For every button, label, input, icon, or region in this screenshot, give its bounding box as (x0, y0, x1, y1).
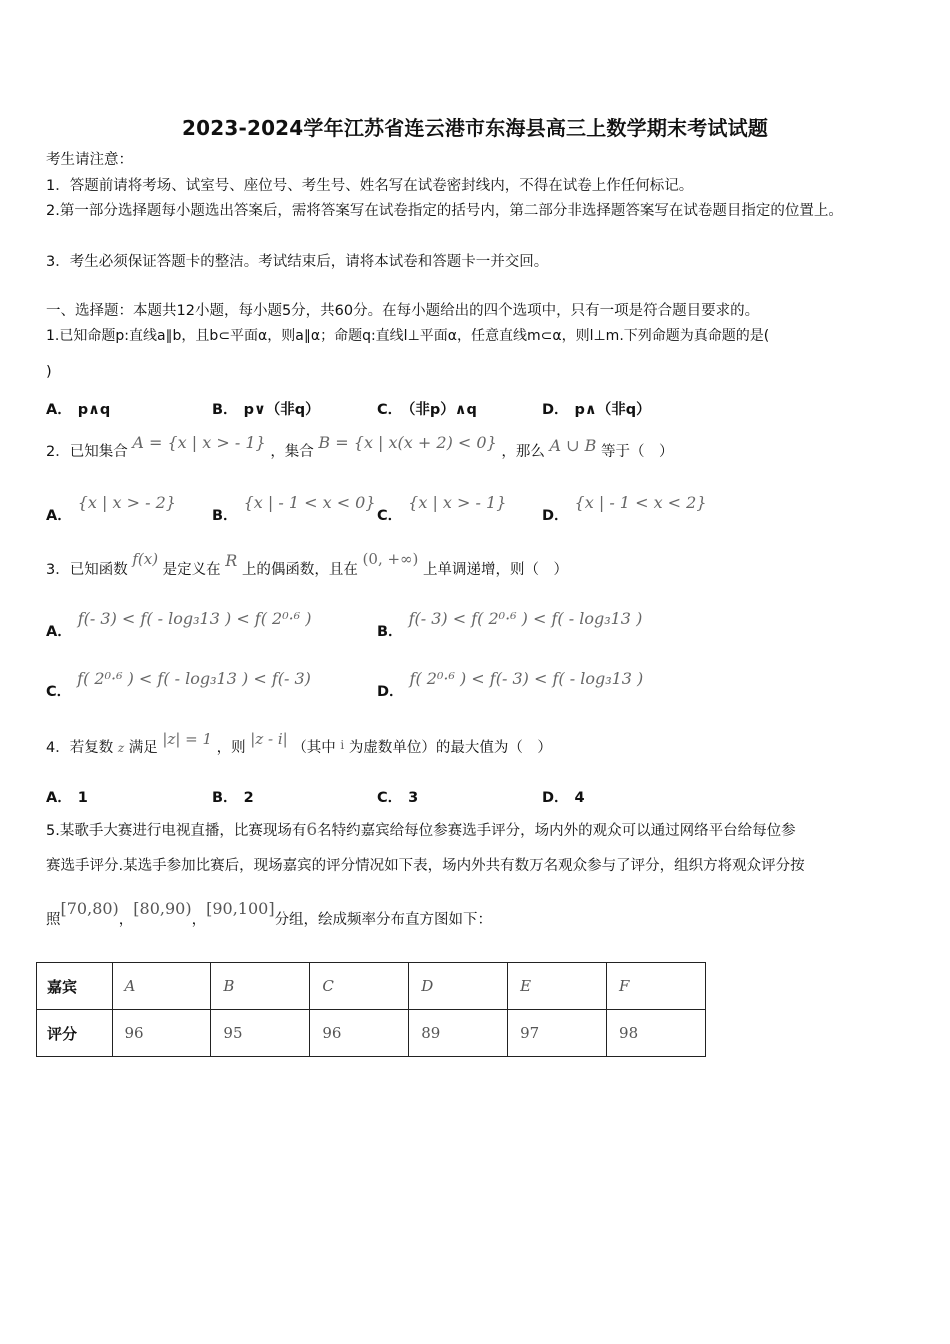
table-cell (310, 1010, 409, 1057)
q5-text-3: 照 (46, 912, 61, 928)
table-cell (211, 963, 310, 1010)
q4-text-3: ，则 (216, 740, 246, 756)
guest-name: F (619, 977, 630, 995)
option-text: 3 (408, 790, 419, 806)
q3-option-b (377, 608, 643, 640)
option-text: p∧（非q） (574, 402, 651, 418)
q4-text-4: （其中 (292, 740, 336, 756)
score-value: 97 (520, 1024, 540, 1042)
q1-option-d (542, 398, 651, 419)
score-value: 95 (223, 1024, 243, 1042)
option-label: B． (212, 790, 238, 806)
question-2-stem (46, 433, 674, 467)
option-text: （非p）∧q (408, 402, 477, 418)
q3-text-1: 3．已知函数 (46, 562, 128, 578)
q5-interval-3: [90,100] (206, 899, 275, 918)
question-1-stem-end: ) (46, 364, 52, 380)
q4-imag-unit: i (340, 738, 345, 752)
q5-text-1: 5.某歌手大赛进行电视直播，比赛现场有 (46, 823, 307, 839)
q3-option-a (46, 608, 312, 640)
option-label: A． (46, 790, 72, 806)
option-label: C． (46, 684, 72, 700)
option-text: f( 2⁰·⁶ ) < f( - log₃13 ) < f(- 3) (77, 669, 311, 688)
q5-six: 6 (306, 820, 318, 840)
option-label: D． (542, 790, 569, 806)
option-label: B． (212, 402, 238, 418)
q2-union: A ∪ B (549, 436, 597, 455)
score-value: 96 (322, 1024, 342, 1042)
option-text: 4 (574, 790, 585, 806)
option-label: A． (46, 402, 72, 418)
option-text: f(- 3) < f( - log₃13 ) < f( 2⁰·⁶ ) (77, 609, 312, 628)
table-cell (310, 963, 409, 1010)
table-cell (409, 1010, 508, 1057)
q2-option-a (46, 492, 176, 524)
q2-option-c (377, 492, 507, 524)
option-text: p∧q (77, 402, 111, 418)
option-label: D． (542, 508, 569, 524)
q4-condition: |z| = 1 (162, 730, 213, 748)
guest-name: C (322, 977, 334, 995)
score-value: 96 (124, 1024, 144, 1042)
q4-option-c (377, 786, 418, 807)
option-text: {x | x > - 2} (77, 493, 176, 512)
q2-text-1: 2．已知集合 (46, 444, 128, 460)
option-text: {x | x > - 1} (408, 493, 507, 512)
table-cell (508, 963, 607, 1010)
q2-text-3: ，那么 (501, 444, 545, 460)
table-cell (508, 1010, 607, 1057)
q3-text-4: 上单调递增，则（ ） (423, 562, 569, 578)
q3-option-d (377, 668, 644, 700)
q4-text-2: 满足 (128, 740, 158, 756)
notice-heading: 考生请注意： (46, 152, 133, 168)
notice-item-3: 3．考生必须保证答题卡的整洁。考试结束后，请将本试卷和答题卡一并交回。 (46, 254, 549, 270)
option-label: D． (377, 684, 404, 700)
table-cell (607, 963, 706, 1010)
table-cell (211, 1010, 310, 1057)
q5-text-2: 名特约嘉宾给每位参赛选手评分，场内外的观众可以通过网络平台给每位参 (317, 823, 796, 839)
option-text: f(- 3) < f( 2⁰·⁶ ) < f( - log₃13 ) (408, 609, 643, 628)
q4-text-1: 4．若复数 (46, 740, 114, 756)
q2-set-b: B = {x | x(x + 2) < 0} (318, 433, 497, 452)
q4-z: z (117, 741, 125, 755)
q3-text-3: 上的偶函数，且在 (241, 562, 358, 578)
guest-name: A (124, 977, 136, 995)
question-3-stem (46, 550, 569, 585)
q2-option-d (542, 492, 707, 524)
option-label: B． (212, 508, 238, 524)
q1-option-c (377, 398, 477, 419)
q2-text-2: ，集合 (270, 444, 314, 460)
q4-option-d (542, 786, 585, 807)
option-label: B． (377, 624, 403, 640)
q3-real-set: R (225, 551, 238, 570)
q4-text-5: 为虚数单位）的最大值为（ ） (348, 740, 552, 756)
score-table (36, 962, 706, 1057)
q5-comma-1: ， (118, 912, 134, 928)
table-row (37, 963, 706, 1010)
q2-set-a: A = {x | x > - 1} (132, 433, 266, 452)
q4-option-b (212, 786, 254, 807)
question-4-stem (46, 732, 552, 763)
q2-option-b (212, 492, 376, 524)
option-text: 2 (243, 790, 254, 806)
q5-comma-2: ， (191, 912, 207, 928)
guest-name: B (223, 977, 235, 995)
table-row (37, 1010, 706, 1057)
question-5-line-1 (46, 818, 796, 843)
q3-interval: (0, +∞) (362, 550, 419, 568)
option-text: {x | - 1 < x < 2} (574, 493, 707, 512)
option-text: f( 2⁰·⁶ ) < f(- 3) < f( - log₃13 ) (409, 669, 644, 688)
q4-option-a (46, 786, 88, 807)
option-text: p∨（非q） (243, 402, 320, 418)
score-value: 98 (619, 1024, 639, 1042)
option-label: C． (377, 402, 403, 418)
question-1-stem: 1.已知命题p:直线a∥b，且b⊂平面α，则a∥α；命题q:直线l⊥平面α，任意直线m⊂α，则l⊥m.下列命题为真命题的是( (46, 328, 770, 344)
q5-interval-2: [80,90) (133, 899, 192, 918)
page-title: 2023-2024学年江苏省连云港市东海县高三上数学期末考试试题 (181, 116, 769, 140)
question-5-line-3 (46, 899, 493, 935)
row-label-score: 评分 (37, 1010, 113, 1057)
section-heading: 一、选择题：本题共12小题，每小题5分，共60分。在每小题给出的四个选项中，只有一项是符合题目要求的。 (46, 303, 760, 319)
q2-text-4: 等于（ ） (600, 444, 674, 460)
q3-text-2: 是定义在 (162, 562, 221, 578)
q3-function: f(x) (132, 550, 159, 568)
option-label: C． (377, 790, 403, 806)
option-label: A． (46, 624, 72, 640)
table-cell (112, 1010, 211, 1057)
table-cell (409, 963, 508, 1010)
q3-option-c (46, 668, 311, 700)
q5-interval-1: [70,80) (60, 899, 119, 918)
q1-option-b (212, 398, 320, 419)
notice-item-1: 1．答题前请将考场、试室号、座位号、考生号、姓名写在试卷密封线内，不得在试卷上作任何标记。 (46, 178, 694, 194)
q4-expression: |z - i| (250, 730, 288, 748)
question-5-line-2: 赛选手评分.某选手参加比赛后，现场嘉宾的评分情况如下表，场内外共有数万名观众参与了评分，组织方将观众评分按 (46, 858, 805, 874)
q5-text-4: 分组，绘成频率分布直方图如下： (274, 912, 493, 928)
guest-name: E (520, 977, 532, 995)
row-label-guest: 嘉宾 (37, 963, 113, 1010)
option-text: 1 (77, 790, 88, 806)
score-value: 89 (421, 1024, 441, 1042)
option-label: D． (542, 402, 569, 418)
table-cell (607, 1010, 706, 1057)
option-label: A． (46, 508, 72, 524)
guest-name: D (421, 977, 434, 995)
option-text: {x | - 1 < x < 0} (243, 493, 376, 512)
table-cell (112, 963, 211, 1010)
option-label: C． (377, 508, 403, 524)
notice-item-2: 2.第一部分选择题每小题选出答案后，需将答案写在试卷指定的括号内，第二部分非选择题答案写在试卷题目指定的位置上。 (46, 203, 843, 219)
q1-option-a (46, 398, 110, 419)
